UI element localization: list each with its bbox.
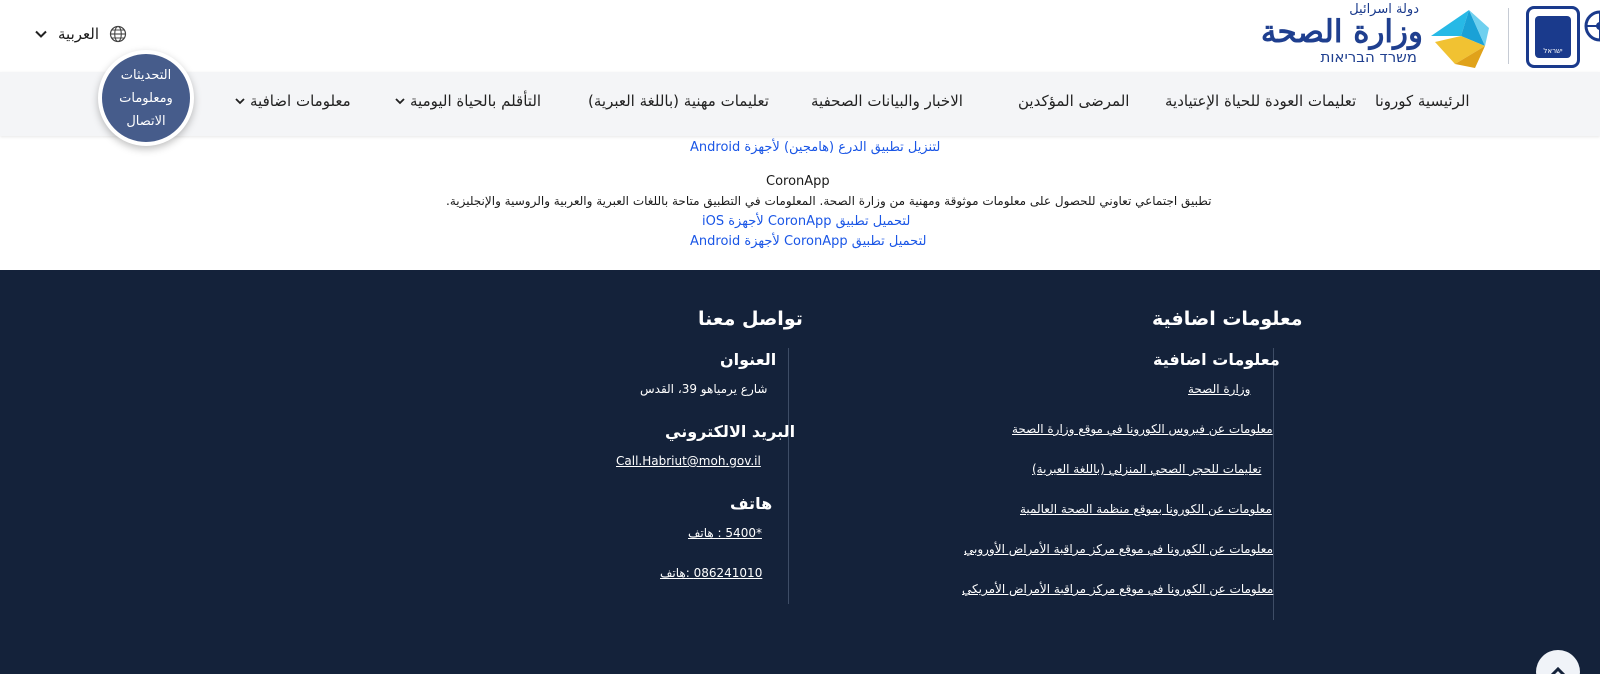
nav-item-daily-life[interactable] bbox=[394, 92, 541, 110]
footer-link-who[interactable]: معلومات عن الكورونا بموقع منظمة الصحة العالمية bbox=[1020, 502, 1272, 516]
bubble-line: التحديثات bbox=[120, 67, 172, 83]
footer-phone-link-1[interactable]: *5400 : هاتف bbox=[688, 526, 762, 540]
top-header bbox=[0, 0, 1600, 72]
nav-item-label: تعليمات مهنية (باللغة العبرية) bbox=[588, 92, 769, 110]
nav-item-return-to-routine[interactable] bbox=[1165, 92, 1356, 110]
footer-divider bbox=[788, 348, 789, 604]
nav-item-additional-info[interactable] bbox=[234, 92, 351, 110]
nav-item-news-press[interactable] bbox=[811, 92, 963, 110]
bubble-line: الاتصال bbox=[126, 113, 166, 129]
footer-additional-info-subheading: معلومات اضافية bbox=[1153, 350, 1280, 369]
updates-contact-button[interactable] bbox=[98, 50, 194, 146]
footer-link-cdc[interactable]: معلومات عن الكورونا في موقع مركز مراقبة الأمراض الأمريكي bbox=[962, 582, 1274, 596]
chevron-down-icon bbox=[234, 95, 246, 107]
ministry-bird-icon bbox=[1425, 6, 1501, 68]
coronapp-ios-link[interactable]: لتحميل تطبيق CoronApp لأجهزة iOS bbox=[702, 214, 911, 229]
wheel-logo-icon bbox=[1580, 6, 1600, 46]
footer-divider bbox=[1273, 348, 1274, 620]
ministry-state-text: دولة اسرائيل bbox=[1349, 2, 1419, 17]
footer-link-ministry-corona[interactable]: معلومات عن فيروس الكورونا في موقع وزارة الصحة bbox=[1012, 422, 1273, 436]
footer-link-ministry[interactable]: وزارة الصحة bbox=[1188, 382, 1251, 396]
language-label: العربية bbox=[58, 25, 99, 43]
chevron-down-icon bbox=[394, 95, 406, 107]
nav-item-corona-home[interactable] bbox=[1375, 92, 1470, 110]
coronapp-android-link[interactable]: لتحميل تطبيق CoronApp لأجهزة Android bbox=[690, 234, 927, 249]
coronapp-title: CoronApp bbox=[766, 174, 830, 189]
nav-item-label: تعليمات العودة للحياة الإعتيادية bbox=[1165, 92, 1357, 110]
logo-divider bbox=[1508, 8, 1509, 64]
footer-additional-info-heading: معلومات اضافية bbox=[1152, 308, 1303, 330]
footer-contact-heading: تواصل معنا bbox=[698, 308, 803, 330]
main-navigation bbox=[0, 72, 1600, 136]
nav-item-label: المرضى المؤكدين bbox=[1018, 92, 1130, 110]
nav-item-label: معلومات اضافية bbox=[250, 92, 351, 110]
main-content bbox=[0, 136, 1600, 270]
ministry-hebrew-name: משרד הבריאות bbox=[1320, 48, 1417, 66]
nav-item-confirmed-patients[interactable] bbox=[1018, 92, 1129, 110]
language-selector[interactable] bbox=[34, 22, 127, 46]
bubble-line: ومعلومات bbox=[119, 90, 173, 106]
footer-phone-label: هاتف bbox=[730, 494, 773, 513]
footer-link-home-quarantine[interactable]: تعليمات للحجر الصحي المنزلي (باللغة العبرية) bbox=[1032, 462, 1262, 476]
chevron-down-icon bbox=[34, 27, 48, 41]
footer-address-value: شارع يرمياهو 39، القدس bbox=[640, 382, 768, 396]
emblem-text: ישראל bbox=[1535, 16, 1571, 58]
ministry-logo[interactable] bbox=[1260, 2, 1505, 70]
footer bbox=[0, 270, 1600, 674]
footer-link-ecdc[interactable]: معلومات عن الكورونا في موقع مركز مراقبة الأمراض الأوروبي bbox=[964, 542, 1273, 556]
footer-phone-link-2[interactable]: 086241010 :هاتف bbox=[660, 566, 763, 580]
hamagen-android-link[interactable]: لتنزيل تطبيق الدرع (هامجين) لأجهزة Android bbox=[690, 140, 941, 155]
nav-item-label: الاخبار والبيانات الصحفية bbox=[811, 92, 963, 110]
nav-item-professional-guidelines[interactable] bbox=[588, 92, 769, 110]
nav-item-label: التأقلم بالحياة اليومية bbox=[410, 92, 542, 110]
footer-address-label: العنوان bbox=[720, 350, 777, 369]
chevron-up-icon bbox=[1548, 665, 1568, 674]
coronapp-description: تطبيق اجتماعي تعاوني للحصول على معلومات موثوقة ومهنية من وزارة الصحة. المعلومات في التطبيق متاحة باللغات العبرية والعربية والروسية والإنجليزية. bbox=[446, 194, 1212, 208]
state-emblem-icon bbox=[1526, 6, 1580, 68]
footer-email-link[interactable]: Call.Habriut@moh.gov.il bbox=[616, 454, 761, 468]
footer-email-label: البريد الالكتروني bbox=[665, 422, 796, 441]
globe-icon bbox=[109, 25, 127, 43]
scroll-to-top-button[interactable] bbox=[1536, 650, 1580, 674]
nav-item-label: الرئيسية كورونا bbox=[1375, 92, 1470, 110]
ministry-name: وزارة الصحة bbox=[1260, 14, 1423, 50]
